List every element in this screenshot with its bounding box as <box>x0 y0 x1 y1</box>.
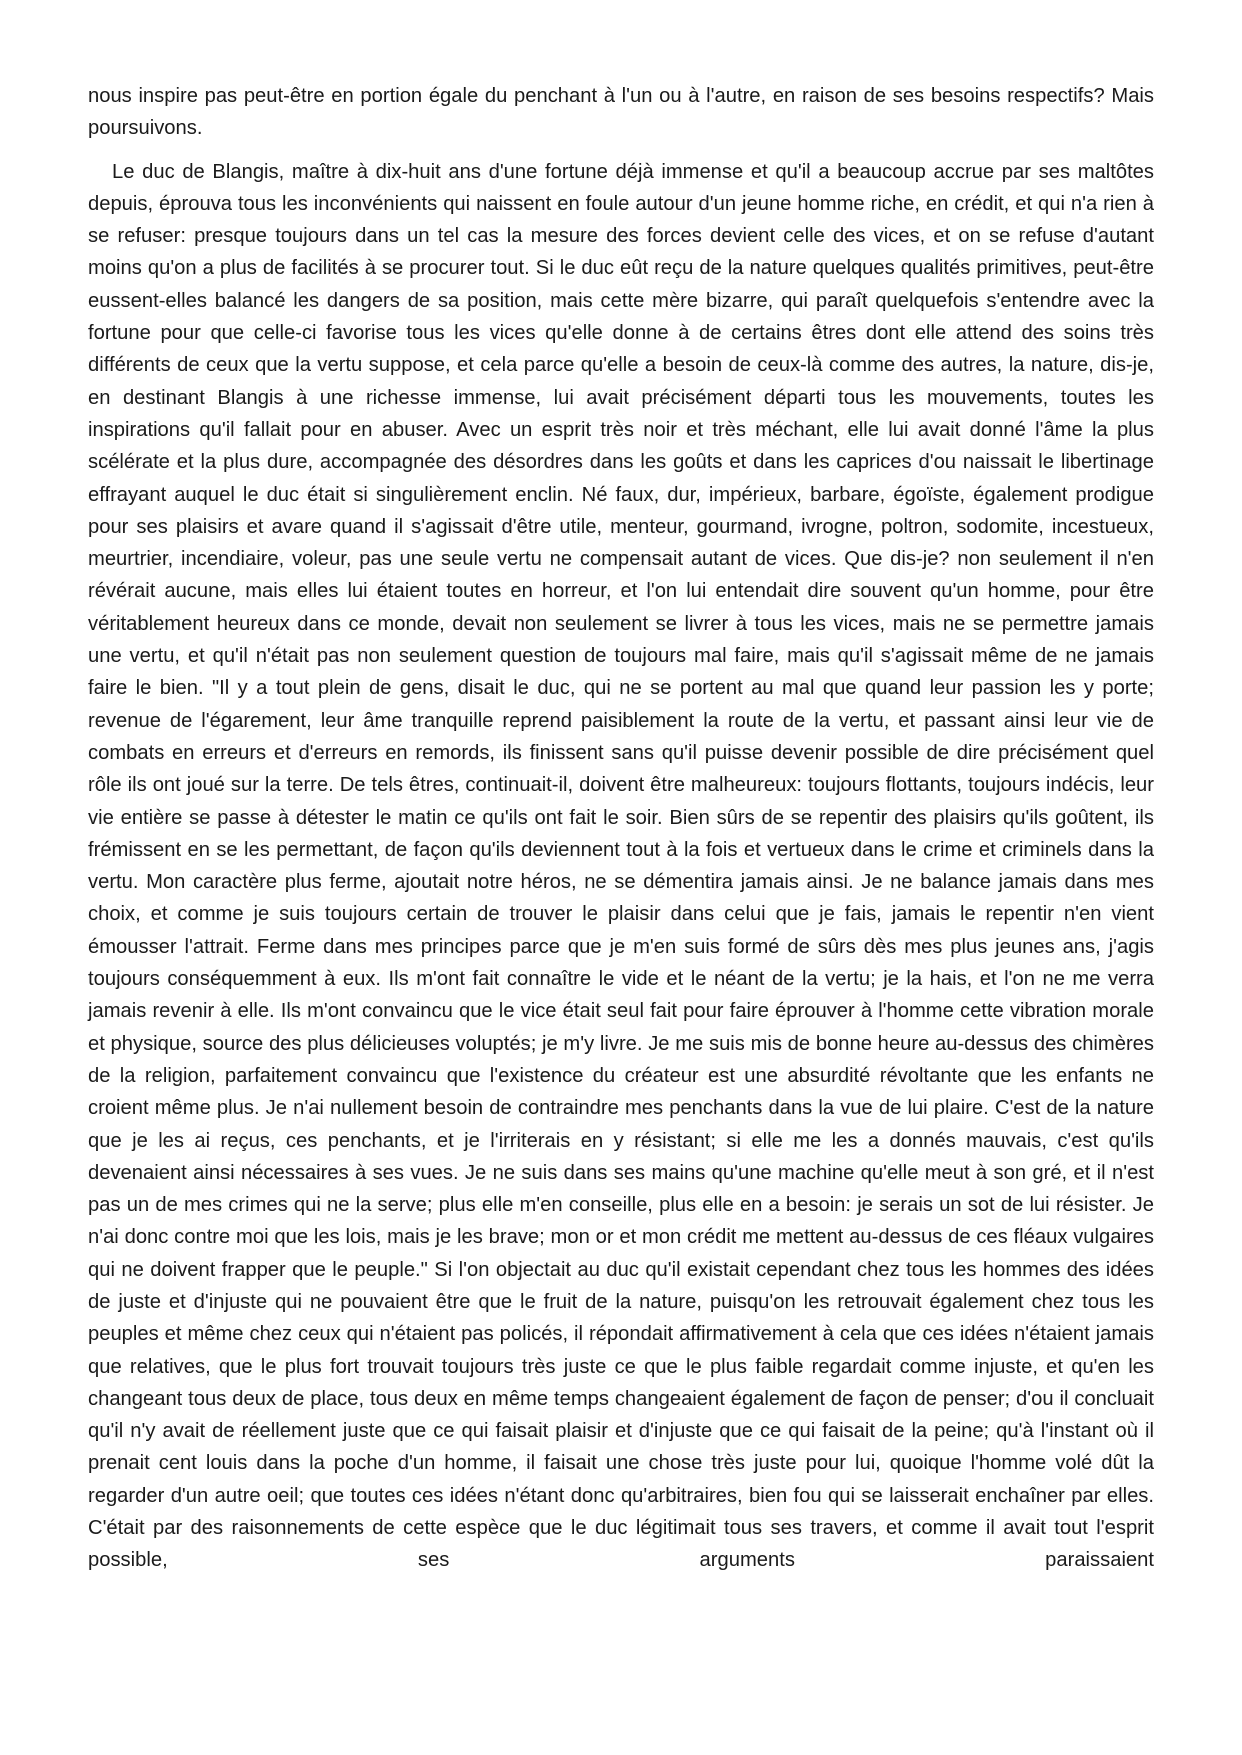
paragraph-blangis: Le duc de Blangis, maître à dix-huit ans d'une fortune déjà immense et qu'il a beaucoup accrue par ses maltôtes depuis, éprouva tous les inconvénients qui naissent en foule autour d'un jeune homme riche, en crédit, et qui n'a rien à se refuser: presque toujours dans un tel cas la mesure des forces devient celle des vices, et on se refuse d'autant moins qu'on a plus de facilités à se procurer tout. Si le duc eût reçu de la nature quelques qualités primitives, peut-être eussent-elles balancé les dangers de sa position, mais cette mère bizarre, qui paraît quelquefois s'entendre avec la fortune pour que celle-ci favorise tous les vices qu'elle donne à de certains êtres dont elle attend des soins très différents de ceux que la vertu suppose, et cela parce qu'elle a besoin de ceux-là comme des autres, la nature, dis-je, en destinant Blangis à une richesse immense, lui avait précisément départi tous les mouvements, toutes les inspirations qu'il fallait pour en abuser. Avec un esprit très noir et très méchant, elle lui avait donné l'âme la plus scélérate et la plus dure, accompagnée des désordres dans les goûts et dans les caprices d'ou naissait le libertinage effrayant auquel le duc était si singulièrement enclin. Né faux, dur, impérieux, barbare, égoïste, également prodigue pour ses plaisirs et avare quand il s'agissait d'être utile, menteur, gourmand, ivrogne, poltron, sodomite, incestueux, meurtrier, incendiaire, voleur, pas une seule vertu ne compensait autant de vices. Que dis-je? non seulement il n'en révérait aucune, mais elles lui étaient toutes en horreur, et l'on lui entendait dire souvent qu'un homme, pour être véritablement heureux dans ce monde, devait non seulement se livrer à tous les vices, mais ne se permettre jamais une vertu, et qu'il n'était pas non seulement question de toujours mal faire, mais qu'il s'agissait même de ne jamais faire le bien. "Il y a tout plein de gens, disait le duc, qui ne se portent au mal que quand leur passion les y porte; revenue de l'égarement, leur âme tranquille reprend paisiblement la route de la vertu, et passant ainsi leur vie de combats en erreurs et d'erreurs en remords, ils finissent sans qu'il puisse devenir possible de dire précisément quel rôle ils ont joué sur la terre. De tels êtres, continuait-il, doivent être malheureux: toujours flottants, toujours indécis, leur vie entière se passe à détester le matin ce qu'ils ont fait le soir. Bien sûrs de se repentir des plaisirs qu'ils goûtent, ils frémissent en se les permettant, de façon qu'ils deviennent tout à la fois et vertueux dans le crime et criminels dans la vertu. Mon caractère plus ferme, ajoutait notre héros, ne se démentira jamais ainsi. Je ne balance jamais dans mes choix, et comme je suis toujours certain de trouver le plaisir dans celui que je fais, jamais le repentir n'en vient émousser l'attrait. Ferme dans mes principes parce que je m'en suis formé de sûrs dès mes plus jeunes ans, j'agis toujours conséquemment à eux. Ils m'ont fait connaître le vide et le néant de la vertu; je la hais, et l'on ne me verra jamais revenir à elle. Ils m'ont convaincu que le vice était seul fait pour faire éprouver à l'homme cette vibration morale et physique, source des plus délicieuses voluptés; je m'y livre. Je me suis mis de bonne heure au-dessus des chimères de la religion, parfaitement convaincu que l'existence du créateur est une absurdité révoltante que les enfants ne croient même plus. Je n'ai nullement besoin de contraindre mes penchants dans la vue de lui plaire. C'est de la nature que je les ai reçus, ces penchants, et je l'irriterais en y résistant; si elle me les a donnés mauvais, c'est qu'ils devenaient ainsi nécessaires à ses vues. Je ne suis dans ses mains qu'une machine qu'elle meut à son gré, et il n'est pas un de mes crimes qui ne la serve; plus elle m'en conseille, plus elle en a besoin: je serais un sot de lui résister. Je n'ai donc contre moi que les lois, mais je les brave; mon or et mon crédit me mettent au-dessus de ces fléaux vulgaires qui ne doivent frapper que le peuple." Si l'on objectait au duc qu'il existait cependant chez tous les hommes des idées de juste et d'injuste qui ne pouvaient être que le fruit de la nature, puisqu'on les retrouvait également chez tous les peuples et même chez ceux qui n'étaient pas policés, il répondait affirmativement à cela que ces idées n'étaient jamais que relatives, que le plus fort trouvait toujours très juste ce que le plus faible regardait comme injuste, et qu'en les changeant tous deux de place, tous deux en même temps changeaient également de façon de penser; d'ou il concluait qu'il n'y avait de réellement juste que ce qui faisait plaisir et d'injuste que ce qui faisait de la peine; qu'à l'instant où il prenait cent louis dans la poche d'un homme, il faisait une chose très juste pour lui, quoique l'homme volé dût la regarder d'un autre oeil; que toutes ces idées n'étant donc qu'arbitraires, bien fou qui se laisserait enchaîner par elles. C'était par des raisonnements de cette espèce que le duc légitimait tous ses travers, et comme il avait tout l'esprit possible, ses arguments paraissaient <box>88 160 1154 1572</box>
paragraph-continuation: nous inspire pas peut-être en portion égale du penchant à l'un ou à l'autre, en raison de ses besoins respectifs? Mais poursuivons. <box>88 85 1154 140</box>
document-page <box>88 80 1154 1577</box>
